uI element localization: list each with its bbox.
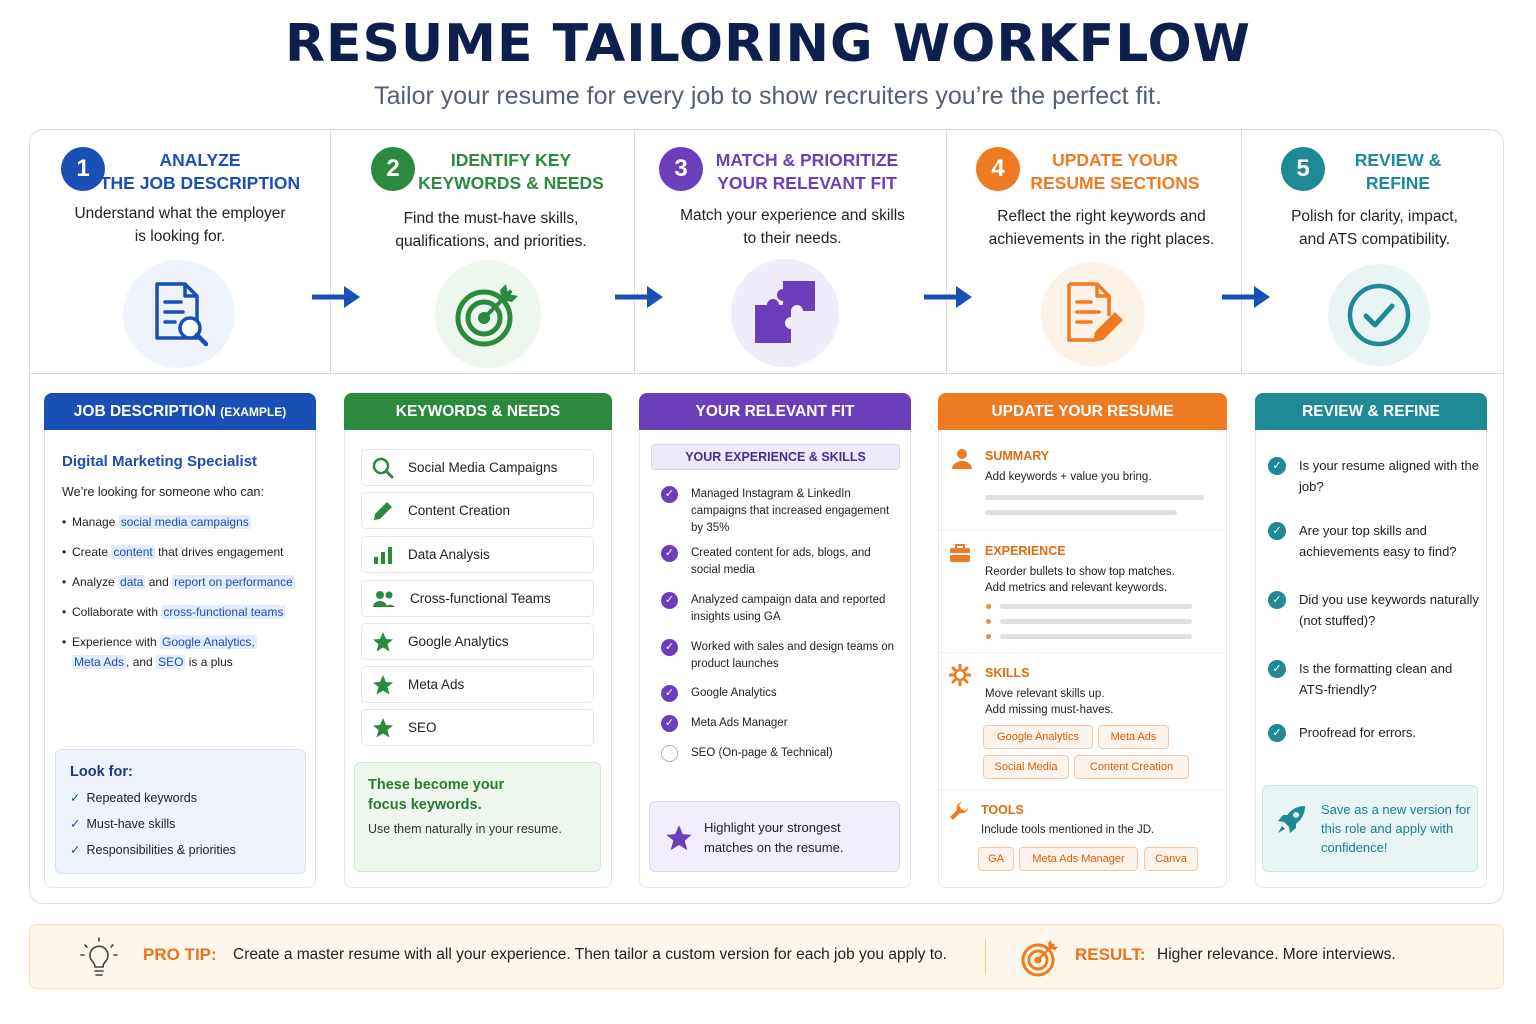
focus-description: Use them naturally in your resume. [368,822,562,836]
job-role: Digital Marketing Specialist [62,453,258,470]
keyword-label: Cross-functional Teams [410,591,551,606]
review-text: Proofread for errors. [1299,725,1417,740]
step-desc-line: Reflect the right keywords and [997,208,1206,225]
divider [939,652,1227,653]
card-header: UPDATE YOUR RESUME [938,393,1227,430]
relevant-fit-card [639,393,911,888]
page-subtitle: Tailor your resume for every job to show recruiters you’re the perfect fit. [374,82,1162,110]
look-for-text: Responsibilities & priorities [86,843,236,857]
tool-tag: Meta Ads Manager [1019,847,1138,871]
placeholder-line [1000,619,1192,624]
focus-keywords-box [354,762,601,872]
step-2 [331,130,634,373]
fit-text: Google Analytics [691,687,777,699]
keyword-highlight: social media campaigns [120,515,249,529]
update-resume-card [938,393,1227,888]
bullet-text: is a plus [185,655,233,669]
check-icon: ✓ [1268,457,1286,475]
review-card [1255,393,1487,888]
list-item [62,602,314,622]
empty-circle-icon [661,745,678,762]
check-icon: ✓ [661,545,678,562]
keyword-highlight: SEO [158,655,184,669]
keyword-label: Social Media Campaigns [408,460,558,475]
step-title-line: MATCH & PRIORITIZE [715,150,899,170]
bar-chart-icon [372,544,394,566]
bullet-dot [986,634,991,639]
step-desc-line: Find the must-have skills, [403,210,579,227]
pro-tip-text: Create a master resume with all your experience. Then tailor a custom version for each job you apply to. [233,946,947,963]
step-title-line: ANALYZE [159,150,241,170]
lightbulb-icon [80,937,118,979]
card-header: YOUR RELEVANT FIT [639,393,911,430]
fit-text: SEO (On-page & Technical) [691,747,833,759]
divider [939,789,1227,790]
keyword-highlight: Meta Ads [74,655,125,669]
look-for-text: Repeated keywords [86,791,197,805]
step-description [964,205,1239,251]
checkmark-icon: ✓ [70,817,81,831]
list-item [62,512,314,532]
section-description [985,564,1215,596]
check-icon: ✓ [1268,522,1286,540]
section-description [985,686,1215,718]
step-title [411,149,611,195]
job-description-card [44,393,316,888]
bullet-text: Collaborate with [72,605,162,619]
check-icon: ✓ [661,715,678,732]
tool-tag: GA [978,847,1014,871]
keyword-label: Content Creation [408,503,511,518]
step-desc-line: to their needs. [743,230,842,247]
divider [985,939,986,975]
section-desc-line: Move relevant skills up. [985,688,1105,700]
result-label: RESULT: [1075,945,1146,964]
step-title-line: RESUME SECTIONS [1030,173,1200,193]
review-text: Are your top skills and achievements easy to find? [1299,523,1457,559]
star-icon [372,717,394,739]
fit-text: Worked with sales and design teams on product launches [691,641,895,670]
step-number: 2 [371,147,415,191]
review-text: Is the formatting clean and ATS-friendly? [1299,661,1453,697]
divider [29,373,1504,374]
checkmark-icon: ✓ [70,843,81,857]
fit-text: Meta Ads Manager [691,717,788,729]
keyword-highlight: cross-functional teams [163,605,284,619]
target-icon [435,260,541,368]
search-icon [372,457,394,479]
step-number: 4 [976,147,1020,191]
list-item [62,542,314,562]
step-title-line: REVIEW & [1354,150,1442,170]
section-title: TOOLS [981,803,1024,817]
skill-tag: Content Creation [1074,755,1189,779]
step-5 [1242,130,1503,373]
keyword-item [361,580,594,617]
placeholder-line [1000,634,1192,639]
keyword-highlight: report on performance [174,575,293,589]
keyword-highlight: Google Analytics, [162,635,255,649]
divider [939,530,1227,531]
placeholder-line [985,495,1204,500]
step-description [655,204,930,250]
keyword-item [361,449,594,486]
job-intro: We’re looking for someone who can: [62,485,264,499]
check-icon: ✓ [1268,724,1286,742]
fit-text: Created content for ads, blogs, and social media [691,547,871,576]
job-requirements-list [62,512,314,682]
pro-tip-label: PRO TIP: [143,945,217,964]
check-circle-icon [1328,264,1430,366]
list-item [62,632,314,672]
look-for-item [70,790,197,805]
focus-title: These become your focus keywords. [368,777,505,813]
check-icon: ✓ [661,592,678,609]
puzzle-icon [731,259,839,367]
fit-text: Analyzed campaign data and reported insights using GA [691,594,886,623]
page-title: RESUME TAILORING WORKFLOW [284,14,1252,74]
keyword-label: SEO [408,720,437,735]
step-description [351,207,631,253]
step-title-line: REFINE [1365,173,1431,193]
step-title-line: IDENTIFY KEY [450,150,572,170]
keyword-item [361,709,594,746]
wrench-icon [948,800,970,822]
star-icon [664,824,694,852]
card-header [44,393,316,430]
people-icon [372,588,396,610]
save-text: Save as a new version for this role and apply with confidence! [1321,802,1471,855]
document-edit-icon [1041,262,1145,366]
step-number: 5 [1281,147,1325,191]
section-desc-line: Add metrics and relevant keywords. [985,582,1168,594]
section-title: EXPERIENCE [985,544,1066,558]
pencil-icon [372,500,394,522]
review-text: Is your resume aligned with the job? [1299,458,1479,494]
step-desc-line: achievements in the right places. [988,231,1215,248]
step-description [50,202,310,248]
look-for-title: Look for: [70,764,133,780]
bullet-text: Manage [72,515,119,529]
look-for-text: Must-have skills [86,817,176,831]
document-search-icon [123,260,235,368]
fit-subheader: YOUR EXPERIENCE & SKILLS [651,444,900,470]
checkmark-icon: ✓ [70,791,81,805]
section-title: SUMMARY [985,449,1050,463]
keyword-item [361,492,594,529]
step-title [707,149,907,195]
list-item [62,572,314,592]
pro-tip-bar [29,924,1504,989]
bullet-text: that drives engagement [154,545,284,559]
step-number: 1 [61,147,105,191]
keyword-label: Google Analytics [408,634,509,649]
star-icon [372,674,394,696]
look-for-item [70,842,236,857]
bullet-dot [986,619,991,624]
user-icon [951,448,973,470]
skill-tag: Social Media [983,755,1069,779]
section-desc-line: Reorder bullets to show top matches. [985,566,1175,578]
placeholder-line [1000,604,1192,609]
check-icon: ✓ [661,486,678,503]
fit-text: Managed Instagram & LinkedIn campaigns that increased engagement by 35% [691,488,890,534]
keywords-card [344,393,612,888]
step-title-line: YOUR RELEVANT FIT [717,173,897,193]
step-title [1015,149,1215,195]
bullet-dot [986,604,991,609]
step-1 [30,130,330,373]
step-4 [947,130,1241,373]
review-text: Did you use keywords naturally (not stuffed)? [1299,592,1479,628]
step-desc-line: Polish for clarity, impact, [1291,208,1458,225]
bullet-text: Experience with [72,635,161,649]
step-title-line: KEYWORDS & NEEDS [418,173,604,193]
card-header-note: (EXAMPLE) [220,405,287,419]
step-title-line: THE JOB DESCRIPTION [99,173,301,193]
skill-tag: Meta Ads [1098,725,1169,749]
look-for-box [55,749,306,874]
keyword-highlight: data [120,575,144,589]
keyword-highlight: content [113,545,153,559]
check-icon: ✓ [1268,591,1286,609]
step-number: 3 [659,147,703,191]
section-description: Add keywords + value you bring. [985,471,1152,483]
card-header-title: JOB DESCRIPTION [73,403,216,420]
bullet-text: Analyze [72,575,119,589]
step-desc-line: qualifications, and priorities. [395,233,587,250]
keyword-label: Meta Ads [408,677,465,692]
card-header: KEYWORDS & NEEDS [344,393,612,430]
step-desc-line: and ATS compatibility. [1298,231,1451,248]
target-icon [1020,938,1060,978]
briefcase-icon [949,543,971,563]
skill-tag: Google Analytics [983,725,1093,749]
bullet-text: Create [72,545,112,559]
step-description [1247,205,1502,251]
placeholder-line [985,510,1177,515]
check-icon: ✓ [661,639,678,656]
section-desc-line: Add missing must-haves. [985,704,1114,716]
star-icon [372,631,394,653]
keyword-item [361,666,594,703]
section-description: Include tools mentioned in the JD. [981,824,1155,836]
keyword-item [361,623,594,660]
bullet-text: and [145,575,173,589]
card-header: REVIEW & REFINE [1255,393,1487,430]
highlight-box [649,801,900,872]
step-title [90,149,310,195]
tool-tag: Canva [1144,847,1198,871]
look-for-item [70,816,175,831]
save-version-box [1262,785,1478,872]
check-icon: ✓ [661,685,678,702]
step-title [1337,149,1459,195]
keyword-item [361,536,594,573]
step-title-line: UPDATE YOUR [1052,150,1178,170]
section-title: SKILLS [985,666,1030,680]
step-desc-line: is looking for. [134,228,226,245]
keyword-label: Data Analysis [408,547,490,562]
result-text: Higher relevance. More interviews. [1157,946,1396,963]
step-3 [635,130,946,373]
step-desc-line: Understand what the employer [74,205,286,222]
step-desc-line: Match your experience and skills [680,207,905,224]
bullet-text: , and [126,655,157,669]
rocket-icon [1275,802,1309,836]
check-icon: ✓ [1268,660,1286,678]
highlight-text: Highlight your strongest matches on the resume. [704,820,844,855]
gear-icon [949,664,971,686]
